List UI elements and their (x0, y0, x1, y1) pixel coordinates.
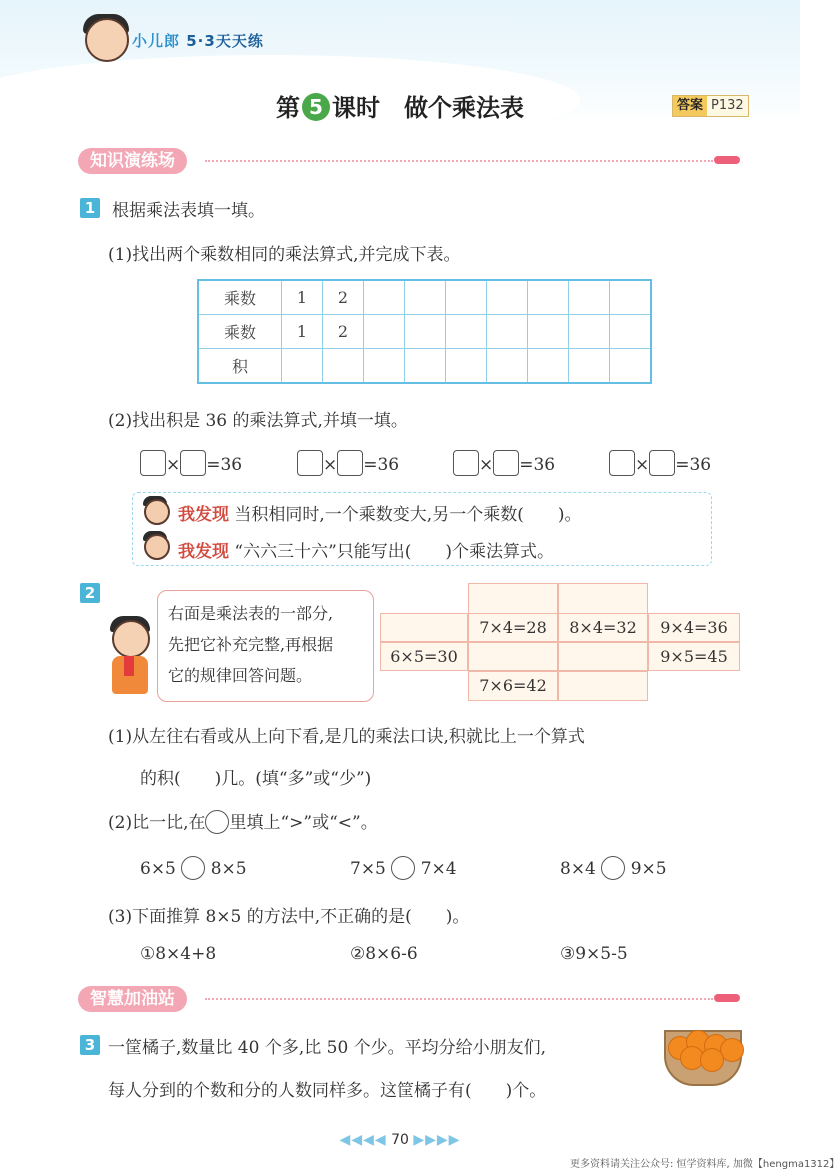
compare-circle[interactable] (391, 856, 415, 880)
lesson-title-text: 课时 做个乘法表 (332, 94, 524, 122)
arrow-left-icon: ◀◀◀◀ (339, 1132, 387, 1148)
boy-character-icon (112, 620, 150, 658)
brand-logo (132, 30, 264, 51)
table-row (198, 280, 651, 315)
arrow-right-icon: ▶▶▶▶ (413, 1132, 461, 1148)
question-line-1: 一筐橘子,数量比 40 个多,比 50 个少。平均分给小朋友们, (108, 1038, 547, 1058)
red-scarf (124, 656, 134, 676)
question-part-2 (108, 808, 378, 834)
equation-blank (609, 450, 711, 476)
question-part-1-cont: 的积( )几。(填“多”或“少”) (140, 769, 372, 789)
speech-text (168, 598, 333, 691)
answer-box[interactable] (649, 450, 675, 476)
question-line-2: 每人分到的个数和分的人数同样多。这筐橘子有( )个。 (108, 1081, 547, 1101)
equation-blank (297, 450, 399, 476)
discovery-line-1 (178, 500, 581, 525)
section-divider (205, 998, 713, 1000)
table-cell: 2 (323, 315, 364, 349)
table-cell-blank[interactable] (487, 315, 528, 349)
table-cell: 2 (323, 280, 364, 315)
discovery-line-2 (178, 537, 554, 562)
table-cell-blank[interactable] (446, 280, 487, 315)
table-row-header: 乘数 (198, 315, 282, 349)
grid-cell-blank[interactable] (558, 671, 648, 701)
multiplication-table-fragment (380, 583, 740, 701)
answer-box[interactable] (140, 450, 166, 476)
table-cell-blank[interactable] (610, 349, 652, 384)
table-cell-blank[interactable] (282, 349, 323, 384)
option-3[interactable]: ③9×5-5 (560, 944, 628, 964)
times-sign: × (166, 455, 181, 475)
table-cell-blank[interactable] (569, 349, 610, 384)
equation-result: =36 (363, 455, 400, 475)
equation-blank (453, 450, 555, 476)
answer-page-tag (672, 95, 749, 117)
times-sign: × (323, 455, 338, 475)
table-cell-blank[interactable] (446, 349, 487, 384)
table-cell-blank[interactable] (446, 315, 487, 349)
option-2[interactable]: ②8×6-6 (350, 944, 418, 964)
grid-cell: 7×6=42 (468, 671, 558, 701)
grid-cell: 6×5=30 (380, 642, 468, 671)
orange-icon (700, 1048, 724, 1072)
table-cell-blank[interactable] (405, 315, 446, 349)
times-sign: × (479, 455, 494, 475)
question-part-1: (1)找出两个乘数相同的乘法算式,并完成下表。 (108, 245, 461, 265)
table-cell-blank[interactable] (610, 315, 652, 349)
table-cell-blank[interactable] (364, 315, 405, 349)
compare-item (140, 856, 247, 880)
compare-item (350, 856, 457, 880)
table-cell-blank[interactable] (528, 315, 569, 349)
question-number: 2 (80, 583, 100, 603)
discovery-text: 当积相同时,一个乘数变大,另一个乘数( )。 (234, 505, 582, 525)
discovery-label: 我发现 (178, 542, 229, 562)
grid-cell: 9×4=36 (648, 613, 740, 642)
times-sign: × (635, 455, 650, 475)
equation-result: =36 (519, 455, 556, 475)
compare-circle-icon (205, 810, 229, 834)
compare-right: 7×4 (420, 859, 457, 879)
page-number (0, 1132, 800, 1148)
table-cell-blank[interactable] (364, 349, 405, 384)
grid-cell: 8×4=32 (558, 613, 648, 642)
compare-left: 8×4 (560, 859, 596, 879)
table-row-header: 积 (198, 349, 282, 384)
table-row-header: 乘数 (198, 280, 282, 315)
table-cell: 1 (282, 280, 323, 315)
compare-circle[interactable] (601, 856, 625, 880)
equation-result: =36 (675, 455, 712, 475)
table-row (198, 315, 651, 349)
compare-item (560, 856, 667, 880)
section-title-practice: 知识演练场 (78, 148, 187, 174)
part2-text-a: (2)比一比,在 (108, 813, 206, 833)
grid-cell: 7×4=28 (468, 613, 558, 642)
equation-blank (140, 450, 242, 476)
table-cell-blank[interactable] (569, 280, 610, 315)
grid-cell-blank[interactable] (558, 642, 648, 671)
compare-right: 8×5 (210, 859, 247, 879)
table-cell-blank[interactable] (364, 280, 405, 315)
pencil-icon (714, 156, 740, 164)
question-part-3: (3)下面推算 8×5 的方法中,不正确的是( )。 (108, 907, 470, 927)
brand-series: 5·3天天练 (186, 32, 264, 50)
answer-box[interactable] (493, 450, 519, 476)
page-number-text: 70 (391, 1132, 409, 1148)
table-cell-blank[interactable] (528, 349, 569, 384)
boy-avatar-icon (144, 534, 170, 560)
table-cell: 1 (282, 315, 323, 349)
table-row (198, 349, 651, 384)
question-number: 1 (80, 198, 100, 218)
answer-box[interactable] (297, 450, 323, 476)
compare-left: 6×5 (140, 859, 176, 879)
compare-right: 9×5 (630, 859, 667, 879)
table-cell-blank[interactable] (487, 280, 528, 315)
question-part-2: (2)找出积是 36 的乘法算式,并填一填。 (108, 411, 408, 431)
lesson-prefix: 第 (276, 94, 300, 122)
table-cell-blank[interactable] (405, 349, 446, 384)
question-stem: 根据乘法表填一填。 (112, 201, 265, 221)
mascot-icon (85, 18, 129, 62)
part2-text-b: 里填上“>”或“<”。 (229, 813, 378, 833)
lesson-number-badge: 5 (302, 93, 330, 121)
compare-left: 7×5 (350, 859, 386, 879)
square-product-table (197, 279, 652, 384)
table-cell-blank[interactable] (569, 315, 610, 349)
girl-avatar-icon (144, 499, 170, 525)
speech-line: 右面是乘法表的一部分, (168, 604, 334, 623)
discovery-label: 我发现 (178, 505, 229, 525)
answer-page: P132 (711, 98, 744, 113)
table-cell-blank[interactable] (487, 349, 528, 384)
grid-cell-blank[interactable] (468, 642, 558, 671)
grid-cell: 9×5=45 (648, 642, 740, 671)
answer-box[interactable] (609, 450, 635, 476)
answer-box[interactable] (337, 450, 363, 476)
section-divider (205, 160, 713, 162)
speech-line: 先把它补充完整,再根据 (168, 635, 334, 654)
table-cell-blank[interactable] (323, 349, 364, 384)
question-part-1: (1)从左往右看或从上向下看,是几的乘法口诀,积就比上一个算式 (108, 727, 585, 747)
compare-circle[interactable] (181, 856, 205, 880)
answer-box[interactable] (453, 450, 479, 476)
answer-label: 答案 (673, 96, 707, 116)
discovery-text: “六六三十六”只能写出( )个乘法算式。 (234, 542, 555, 562)
section-title-challenge: 智慧加油站 (78, 986, 187, 1012)
footer-note: 更多资料请关注公众号: 恒学资料库, 加微【hengma1312】 (570, 1159, 839, 1170)
equation-result: =36 (206, 455, 243, 475)
table-cell-blank[interactable] (528, 280, 569, 315)
question-number: 3 (80, 1035, 100, 1055)
table-cell-blank[interactable] (610, 280, 652, 315)
speech-line: 它的规律回答问题。 (168, 666, 313, 685)
table-cell-blank[interactable] (405, 280, 446, 315)
answer-box[interactable] (180, 450, 206, 476)
brand-name: 小儿郎 (132, 32, 181, 50)
pencil-icon (714, 994, 740, 1002)
grid-cell-blank[interactable] (380, 613, 468, 642)
option-1[interactable]: ①8×4+8 (140, 944, 217, 964)
